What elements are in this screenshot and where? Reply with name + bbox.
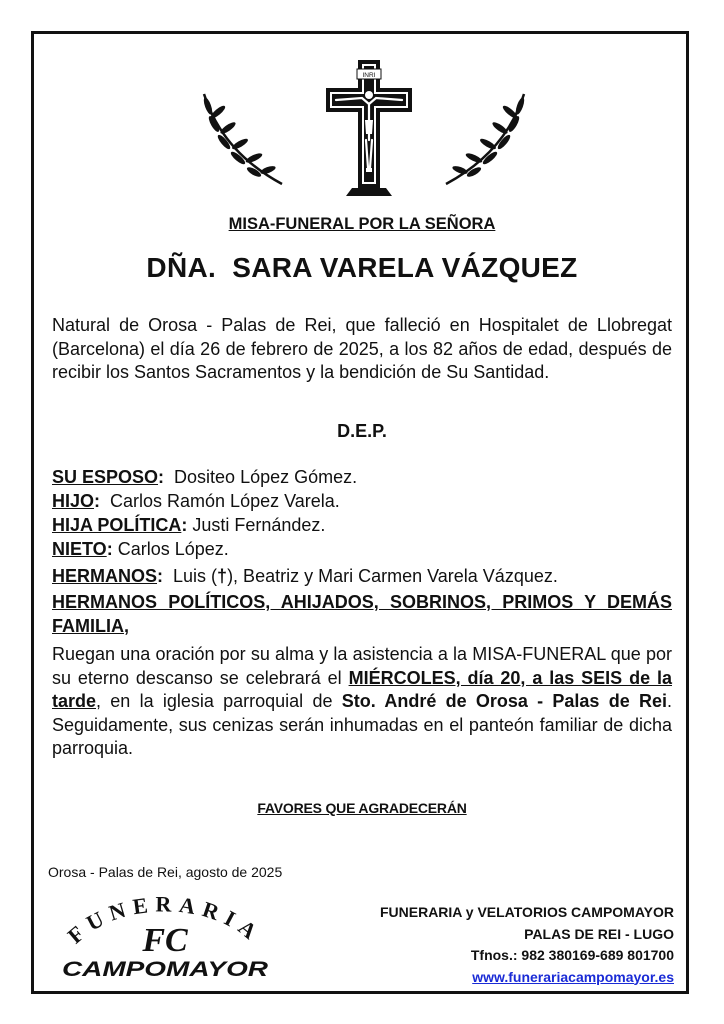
mass-place: Sto. André de Orosa - Palas de Rei (341, 691, 667, 711)
company-block (360, 902, 674, 988)
intro-paragraph: Natural de Orosa - Palas de Rei, que falleció en Hospitalet de Llobregat (Barcelona) el día 26 de febrero de 2025, a los 82 años de edad, después de recibir los Santos Sacramentos y la bendición de Su Santidad. (52, 315, 672, 382)
mass-text-2: , en la iglesia parroquial de (96, 691, 342, 711)
crucifix-icon (322, 56, 416, 198)
others-comma: , (124, 616, 130, 636)
family-value: Luis ( (163, 566, 218, 586)
family-row-siblings (52, 565, 672, 589)
right-laurel-icon (440, 92, 532, 188)
mass-text-3: . Seguidamente, sus cenizas serán inhumadas en el panteón familiar de dicha parroquia. (52, 691, 673, 758)
others-line-2 (52, 615, 672, 639)
funeral-home-logo (52, 888, 278, 984)
mass-text-1: Ruegan una oración por su alma y la asistencia a la MISA-FUNERAL que por su eterno descanso se celebrará el (52, 644, 672, 688)
family-row-daughter-in-law (52, 514, 672, 538)
company-website-link[interactable]: www.funerariacampomayor.es (472, 968, 674, 985)
deceased-cross-icon: † (217, 566, 228, 586)
others-family: FAMILIA (52, 616, 124, 636)
family-row-grandson (52, 538, 672, 562)
company-phones: Tfnos.: 982 380169-689 801700 (470, 947, 674, 963)
family-sep: : (106, 539, 113, 559)
family-value: Carlos Ramón López Varela. (100, 491, 340, 511)
logo-top-text: FUNERARIA (62, 891, 268, 949)
deceased-name: DÑA. SARA VARELA VÁZQUEZ (146, 252, 578, 283)
family-label: SU ESPOSO (52, 467, 159, 487)
logo-bottom-text: CAMPOMAYOR (62, 958, 270, 981)
left-laurel-icon (196, 92, 288, 188)
family-value: Carlos López. (112, 539, 229, 559)
family-sep: : (94, 491, 101, 511)
family-label: HIJA POLÍTICA (52, 515, 182, 535)
mass-date: MIÉRCOLES, día 20, a las SEIS de la tarde (52, 667, 672, 711)
family-value-after: ), Beatriz y Mari Carmen Varela Vázquez. (227, 566, 558, 586)
family-sep: : (157, 566, 164, 586)
family-sep: : (158, 467, 165, 487)
place-date: Orosa - Palas de Rei, agosto de 2025 (48, 864, 283, 880)
mass-paragraph (52, 643, 672, 761)
company-name: FUNERARIA y VELATORIOS CAMPOMAYOR (379, 904, 674, 920)
family-label: HERMANOS (52, 566, 158, 586)
family-value: Dositeo López Gómez. (164, 467, 358, 487)
company-location: PALAS DE REI - LUGO (524, 925, 674, 942)
family-label: HIJO (52, 491, 95, 511)
family-sep: : (181, 515, 188, 535)
family-label: NIETO (52, 539, 107, 559)
family-row-son (52, 490, 672, 514)
family-row-spouse (52, 466, 672, 490)
rip-text: D.E.P. (337, 421, 387, 441)
cross-inri-sign: INRI (362, 72, 376, 79)
family-value: Justi Fernández. (187, 515, 326, 535)
others-line-1: HERMANOS POLÍTICOS, AHIJADOS, SOBRINOS, PRIMOS Y DEMÁS (52, 592, 672, 612)
closing-text: FAVORES QUE AGRADECERÁN (257, 800, 467, 816)
title-line: MISA-FUNERAL POR LA SEÑORA (228, 215, 496, 233)
logo-monogram: FC (142, 922, 188, 959)
